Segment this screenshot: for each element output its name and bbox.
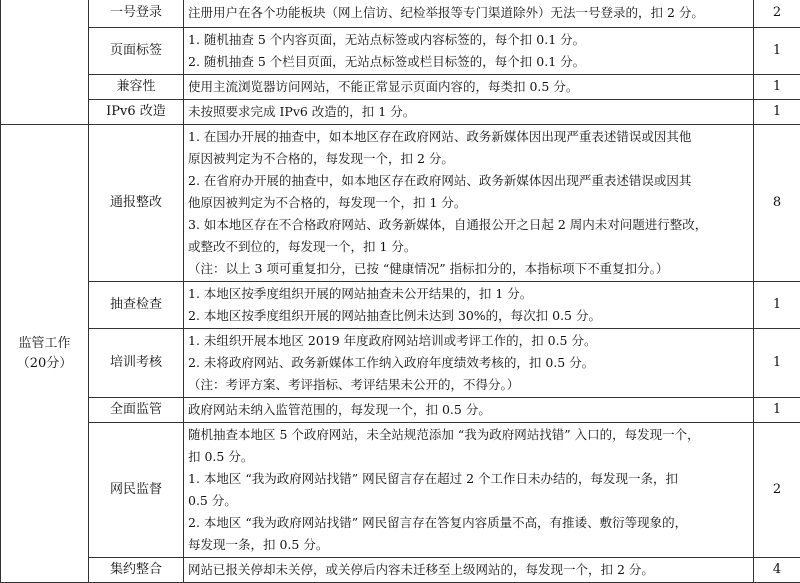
criteria-line: 2. 本地区 “我为政府网站找错” 网民留言存在答复内容质量不高，有推诿、敷衍等现象的， xyxy=(188,512,749,534)
scoring-criteria xyxy=(184,100,754,125)
scoring-criteria xyxy=(184,125,754,282)
indicator-name: 培训考核 xyxy=(89,329,184,398)
table-row xyxy=(1,329,800,398)
score-value: 4 xyxy=(754,558,800,583)
criteria-line: 1. 本地区 “我为政府网站找错” 网民留言存在超过 2 个工作日未办结的，每发现一条，扣 xyxy=(188,468,749,490)
table-row xyxy=(1,75,800,100)
score-value: 2 xyxy=(754,0,800,28)
table-row xyxy=(1,125,800,282)
criteria-line: 政府网站未纳入监管范围的，每发现一个，扣 0.5 分。 xyxy=(188,399,749,421)
criteria-line: 3. 如本地区存在不合格政府网站、政务新媒体，自通报公开之日起 2 周内未对问题进行整改， xyxy=(188,214,749,236)
scoring-criteria xyxy=(184,0,754,28)
table-row xyxy=(1,100,800,125)
scoring-criteria xyxy=(184,28,754,75)
criteria-line: 扣 0.5 分。 xyxy=(188,446,749,468)
score-value: 8 xyxy=(754,125,800,282)
criteria-line: 2. 未将政府网站、政务新媒体工作纳入政府年度绩效考核的，扣 0.5 分。 xyxy=(188,352,749,374)
criteria-line: 1. 在国办开展的抽查中，如本地区存在政府网站、政务新媒体因出现严重表述错误或因其他 xyxy=(188,126,749,148)
criteria-line: 使用主流浏览器访问网站，不能正常显示页面内容的，每类扣 0.5 分。 xyxy=(188,76,749,98)
table-row xyxy=(1,423,800,558)
criteria-line: 他原因被判定为不合格的，每发现一个，扣 1 分。 xyxy=(188,192,749,214)
table-row xyxy=(1,558,800,583)
category-cell xyxy=(1,125,89,583)
category-empty xyxy=(1,0,89,125)
score-value: 1 xyxy=(754,75,800,100)
indicator-name: 抽查检查 xyxy=(89,282,184,329)
table-row xyxy=(1,282,800,329)
criteria-line: 原因被判定为不合格的，每发现一个，扣 2 分。 xyxy=(188,148,749,170)
indicator-name: 集约整合 xyxy=(89,558,184,583)
scoring-criteria xyxy=(184,423,754,558)
criteria-line: 每发现一条，扣 0.5 分。 xyxy=(188,534,749,556)
criteria-line: 2. 随机抽查 5 个栏目页面，无站点标签或栏目标签的，每个扣 0.1 分。 xyxy=(188,51,749,73)
criteria-line: （注：以上 3 项可重复扣分，已按 “健康情况” 指标扣分的，本指标项下不重复扣分。） xyxy=(188,258,749,280)
criteria-line: 0.5 分。 xyxy=(188,490,749,512)
scoring-criteria xyxy=(184,329,754,398)
score-value: 2 xyxy=(754,423,800,558)
criteria-line: 网站已报关停却未关停，或关停后内容未迁移至上级网站的，每发现一个，扣 2 分。 xyxy=(188,559,749,581)
score-value: 1 xyxy=(754,398,800,423)
criteria-line: 随机抽查本地区 5 个政府网站，未全站规范添加 “我为政府网站找错” 入口的，每发现一个， xyxy=(188,424,749,446)
indicator-name: IPv6 改造 xyxy=(89,100,184,125)
table-row xyxy=(1,0,800,28)
score-value: 1 xyxy=(754,282,800,329)
scoring-criteria xyxy=(184,282,754,329)
criteria-line: 2. 本地区按季度组织开展的网站抽查比例未达到 30%的，每次扣 0.5 分。 xyxy=(188,305,749,327)
criteria-line: 2. 在省府办开展的抽查中，如本地区存在政府网站、政务新媒体因出现严重表述错误或因其 xyxy=(188,170,749,192)
category-points: （20分） xyxy=(4,354,85,374)
indicator-name: 网民监督 xyxy=(89,423,184,558)
scoring-criteria xyxy=(184,558,754,583)
scoring-criteria xyxy=(184,398,754,423)
indicator-name: 一号登录 xyxy=(89,0,184,28)
score-value: 1 xyxy=(754,28,800,75)
criteria-line: 未按照要求完成 IPv6 改造的，扣 1 分。 xyxy=(188,101,749,123)
criteria-line: 注册用户在各个功能板块（网上信访、纪检举报等专门渠道除外）无法一号登录的，扣 2 分。 xyxy=(188,2,749,24)
scoring-criteria xyxy=(184,75,754,100)
indicator-name: 页面标签 xyxy=(89,28,184,75)
indicator-name: 全面监管 xyxy=(89,398,184,423)
table-row xyxy=(1,398,800,423)
criteria-line: 1. 本地区按季度组织开展的网站抽查未公开结果的，扣 1 分。 xyxy=(188,283,749,305)
indicator-name: 兼容性 xyxy=(89,75,184,100)
criteria-line: 1. 随机抽查 5 个内容页面，无站点标签或内容标签的，每个扣 0.1 分。 xyxy=(188,29,749,51)
criteria-line: （注：考评方案、考评指标、考评结果未公开的，不得分。） xyxy=(188,374,749,396)
table-row xyxy=(1,28,800,75)
score-value: 1 xyxy=(754,329,800,398)
category-name: 监管工作 xyxy=(4,334,85,354)
score-value: 1 xyxy=(754,100,800,125)
criteria-line: 1. 未组织开展本地区 2019 年度政府网站培训或考评工作的，扣 0.5 分。 xyxy=(188,330,749,352)
criteria-line: 或整改不到位的，每发现一个，扣 1 分。 xyxy=(188,236,749,258)
indicator-name: 通报整改 xyxy=(89,125,184,282)
